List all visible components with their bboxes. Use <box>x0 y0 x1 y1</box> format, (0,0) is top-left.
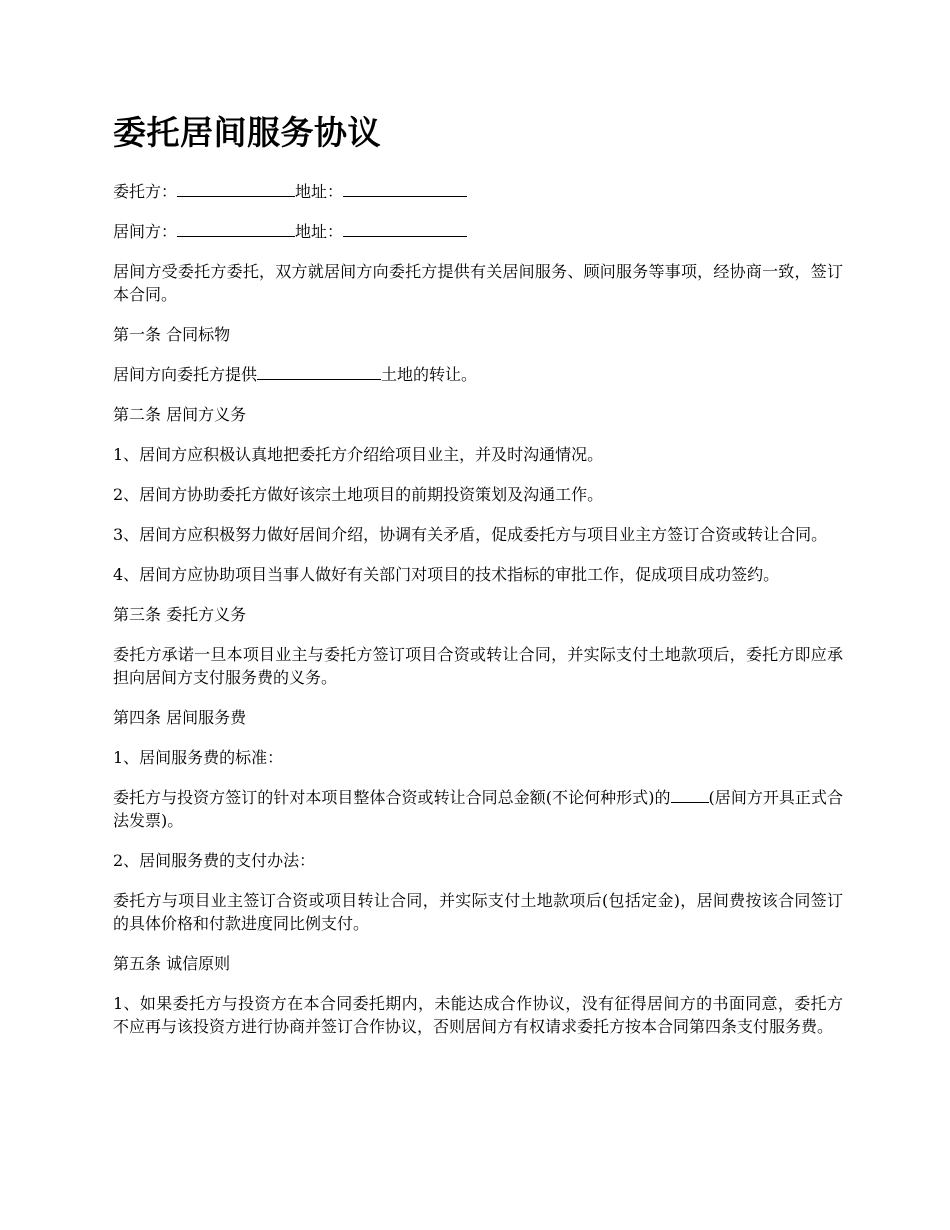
intermediary-address-blank <box>343 220 467 237</box>
article-2-item-3: 3、居间方应积极努力做好居间介绍，协调有关矛盾，促成委托方与项目业主方签订合资或转让合同。 <box>113 525 828 544</box>
article-4-text-1-after: (居间方开具正式合法发票)。 <box>113 788 843 830</box>
article-4-item-1: 1、居间服务费的标准： <box>113 748 284 767</box>
document-page <box>113 108 843 1055</box>
article-1-text-before: 居间方向委托方提供 <box>113 365 258 384</box>
article-5-item-1: 1、如果委托方与投资方在本合同委托期内，未能达成合作协议，没有征得居间方的书面同意，委托方不应再与该投资方进行协商并签订合作协议，否则居间方有权请求委托方按本合同第四条支付服务费。 <box>113 994 843 1036</box>
document-title: 委托居间服务协议 <box>113 113 381 152</box>
principal-label: 委托方： <box>113 182 178 201</box>
article-4-item-2: 2、居间服务费的支付办法： <box>113 851 316 870</box>
article-2-item-2: 2、居间方协助委托方做好该宗土地项目的前期投资策划及沟通工作。 <box>113 485 604 504</box>
article-2-item-1: 1、居间方应积极认真地把委托方介绍给项目业主，并及时沟通情况。 <box>113 445 604 464</box>
intermediary-address-label: 地址： <box>295 222 344 241</box>
article-2-item-4: 4、居间方应协助项目当事人做好有关部门对项目的技术指标的审批工作，促成项目成功签约。 <box>113 565 780 584</box>
article-1-heading: 第一条 合同标物 <box>113 325 231 344</box>
article-3-heading: 第三条 委托方义务 <box>113 605 247 624</box>
land-blank <box>257 363 381 380</box>
article-3-text: 委托方承诺一旦本项目业主与委托方签订项目合资或转让合同，并实际支付土地款项后，委托方即应承担向居间方支付服务费的义务。 <box>113 645 843 687</box>
intro-paragraph: 居间方受委托方委托，双方就居间方向委托方提供有关居间服务、顾问服务等事项，经协商一致，签订本合同。 <box>113 262 843 304</box>
article-1-text-after: 土地的转让。 <box>381 365 478 384</box>
article-2-heading: 第二条 居间方义务 <box>113 405 247 424</box>
article-4-heading: 第四条 居间服务费 <box>113 708 247 727</box>
article-5-heading: 第五条 诚信原则 <box>113 954 231 973</box>
principal-address-blank <box>343 180 467 197</box>
principal-line <box>113 180 843 203</box>
fee-rate-blank <box>671 786 709 803</box>
principal-name-blank <box>177 180 295 197</box>
article-4-text-1-before: 委托方与投资方签订的针对本项目整体合资或转让合同总金额(不论何种形式)的 <box>113 788 671 807</box>
article-4-text-1 <box>113 786 843 832</box>
article-1-text <box>113 363 843 386</box>
article-4-text-2: 委托方与项目业主签订合资或项目转让合同，并实际支付土地款项后(包括定金)，居间费按该合同签订的具体价格和付款进度同比例支付。 <box>113 891 843 933</box>
intermediary-label: 居间方： <box>113 222 178 241</box>
principal-address-label: 地址： <box>295 182 344 201</box>
intermediary-name-blank <box>177 220 295 237</box>
intermediary-line <box>113 220 843 243</box>
